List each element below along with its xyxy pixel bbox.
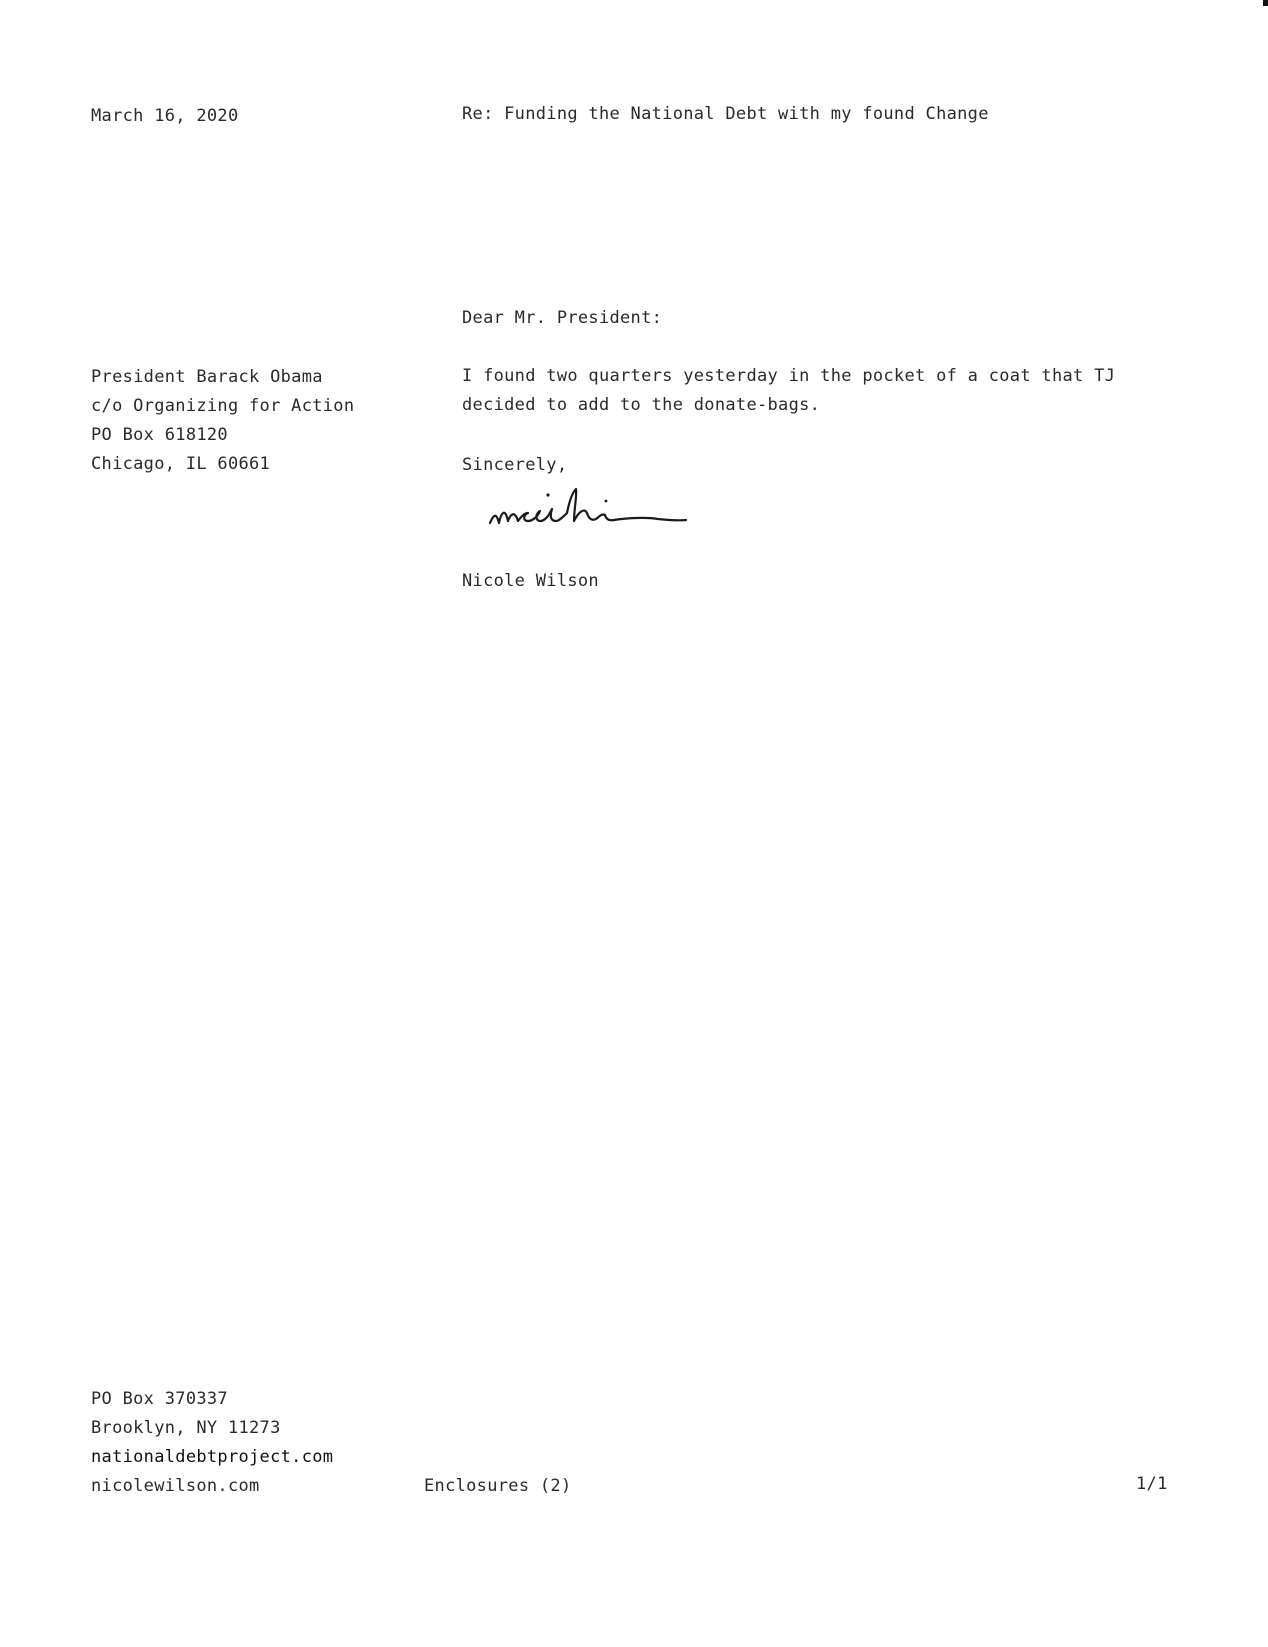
sender-po-box: PO Box 370337 [91, 1389, 228, 1409]
recipient-city: Chicago, IL 60661 [91, 454, 271, 474]
recipient-address [91, 363, 354, 479]
page-number: 1/1 [1136, 1474, 1168, 1494]
letter-subject: Re: Funding the National Debt with my found Change [462, 104, 989, 124]
body-line: decided to add to the donate-bags. [462, 395, 821, 415]
closing: Sincerely, [462, 455, 568, 475]
recipient-name: President Barack Obama [91, 367, 323, 387]
sender-city: Brooklyn, NY 11273 [91, 1418, 281, 1438]
signer-name: Nicole Wilson [462, 571, 599, 591]
body-line: I found two quarters yesterday in the pocket of a coat that TJ [462, 366, 1116, 386]
enclosures-note: Enclosures (2) [424, 1476, 572, 1496]
website-link: nicolewilson.com [91, 1476, 260, 1496]
handwritten-signature [486, 483, 748, 545]
website-link: nationaldebtproject.com [91, 1447, 334, 1467]
letter-date: March 16, 2020 [91, 106, 239, 126]
sender-address [91, 1385, 333, 1501]
salutation: Dear Mr. President: [462, 308, 663, 328]
recipient-care-of: c/o Organizing for Action [91, 396, 355, 416]
letter-body [462, 362, 1115, 420]
recipient-po-box: PO Box 618120 [91, 425, 228, 445]
scan-corner-mark [1263, 0, 1268, 6]
